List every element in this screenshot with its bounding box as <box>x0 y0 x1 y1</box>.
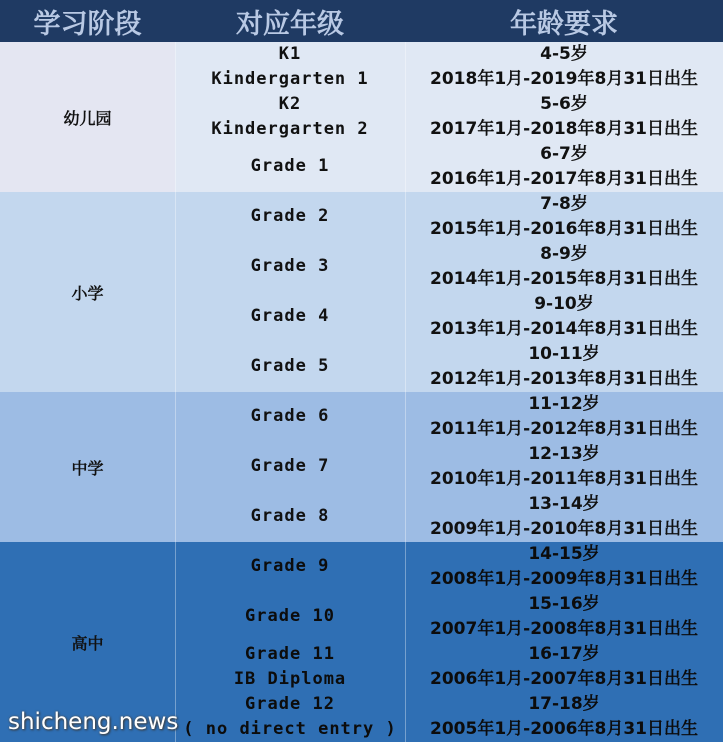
grade-label: Grade 11 <box>245 644 335 664</box>
grade-label: ( no direct entry ) <box>183 719 397 739</box>
stage-label-high: 高中 <box>71 633 104 653</box>
grade-label: Grade 6 <box>250 406 330 426</box>
header-stage: 学习阶段 <box>0 0 175 42</box>
grade-label: Grade 2 <box>250 206 330 226</box>
header-age: 年龄要求 <box>405 0 723 42</box>
age-range: 14-15岁 <box>528 544 600 564</box>
birth-range: 2009年1月-2010年8月31日出生 <box>430 519 698 539</box>
age-range: 16-17岁 <box>528 644 600 664</box>
grade-label: Grade 12 <box>245 694 335 714</box>
age-range: 9-10岁 <box>534 294 594 314</box>
grade-label: K2 <box>278 94 302 114</box>
watermark: shicheng.news <box>8 709 179 735</box>
birth-range: 2010年1月-2011年8月31日出生 <box>430 469 698 489</box>
grade-label: Grade 5 <box>250 356 330 376</box>
age-range: 7-8岁 <box>540 194 588 214</box>
birth-range: 2017年1月-2018年8月31日出生 <box>430 119 698 139</box>
grade-label: Kindergarten 1 <box>211 69 369 89</box>
birth-range: 2006年1月-2007年8月31日出生 <box>430 669 698 689</box>
grade-label: Grade 7 <box>250 456 330 476</box>
birth-range: 2018年1月-2019年8月31日出生 <box>430 69 698 89</box>
grade-label: Grade 8 <box>250 506 330 526</box>
age-range: 13-14岁 <box>528 494 600 514</box>
column-divider <box>175 42 176 742</box>
grade-label: K1 <box>278 44 302 64</box>
grade-label: Grade 9 <box>250 556 330 576</box>
birth-range: 2005年1月-2006年8月31日出生 <box>430 719 698 739</box>
birth-range: 2011年1月-2012年8月31日出生 <box>430 419 698 439</box>
birth-range: 2015年1月-2016年8月31日出生 <box>430 219 698 239</box>
birth-range: 2012年1月-2013年8月31日出生 <box>430 369 698 389</box>
age-range: 11-12岁 <box>528 394 600 414</box>
grade-label: IB Diploma <box>233 669 347 689</box>
age-range: 12-13岁 <box>528 444 600 464</box>
age-range: 5-6岁 <box>540 94 588 114</box>
grade-label: Grade 1 <box>250 156 330 176</box>
birth-range: 2014年1月-2015年8月31日出生 <box>430 269 698 289</box>
birth-range: 2013年1月-2014年8月31日出生 <box>430 319 698 339</box>
birth-range: 2008年1月-2009年8月31日出生 <box>430 569 698 589</box>
grade-label: Kindergarten 2 <box>211 119 369 139</box>
grade-label: Grade 3 <box>250 256 330 276</box>
birth-range: 2007年1月-2008年8月31日出生 <box>430 619 698 639</box>
grade-label: Grade 4 <box>250 306 330 326</box>
header-grade: 对应年级 <box>175 0 405 42</box>
stage-label-primary: 小学 <box>71 283 104 303</box>
age-range: 8-9岁 <box>540 244 588 264</box>
age-range: 10-11岁 <box>528 344 600 364</box>
age-range: 6-7岁 <box>540 144 588 164</box>
grade-label: Grade 10 <box>245 606 335 626</box>
age-range: 15-16岁 <box>528 594 600 614</box>
stage-label-middle: 中学 <box>71 458 104 478</box>
birth-range: 2016年1月-2017年8月31日出生 <box>430 169 698 189</box>
stage-label-kindergarten: 幼儿园 <box>63 108 112 128</box>
age-range: 4-5岁 <box>540 44 588 64</box>
age-range: 17-18岁 <box>528 694 600 714</box>
